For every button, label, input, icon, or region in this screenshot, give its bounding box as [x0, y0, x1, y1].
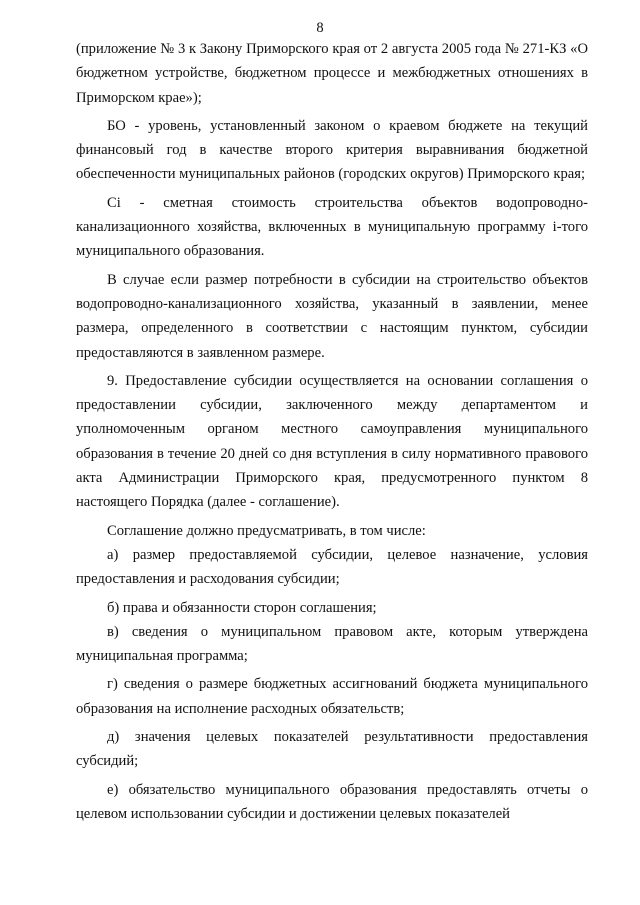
- list-item-a: а) размер предоставляемой субсидии, целевое назначение, условия предоставления и расходования субсидии;: [76, 546, 588, 588]
- document-body: [76, 37, 588, 830]
- list-item-e: е) обязательство муниципального образования предоставлять отчеты о целевом использовании субсидии и достижении целевых показателей: [76, 781, 588, 822]
- paragraph-bo-definition: БО - уровень, установленный законом о краевом бюджете на текущий финансовый год в качестве второго критерия выравнивания бюджетной обеспеченности муниципальных районов (городских округов) Приморского края;: [76, 117, 588, 183]
- paragraph-subsidy-size-case: В случае если размер потребности в субсидии на строительство объектов водопроводно-канализационного хозяйства, указанный в заявлении, менее размера, определенного в соответствии с настоящим пунктом, субсидии предоставляются в заявленном размере.: [76, 271, 588, 361]
- paragraph-ci-definition: Ci - сметная стоимость строительства объектов водопроводно-канализационного хозяйства, включенных в муниципальную программу i-того муниципального образования.: [76, 194, 588, 260]
- page-number: 8: [316, 20, 324, 36]
- list-item-g: г) сведения о размере бюджетных ассигнований бюджета муниципального образования на исполнение расходных обязательств;: [76, 676, 588, 717]
- list-item-d: д) значения целевых показателей результативности предоставления субсидий;: [76, 729, 588, 770]
- list-item-v: в) сведения о муниципальном правовом акте, которым утверждена муниципальная программа;: [76, 623, 588, 665]
- list-item-b: б) права и обязанности сторон соглашения;: [107, 599, 377, 616]
- paragraph-item-9: 9. Предоставление субсидии осуществляется на основании соглашения о предоставлении субсидии, заключенного между департаментом и уполномоченным органом местного самоуправления муниципального образования в течение 20 дней со дня вступления в силу нормативного правового акта Администрации Приморского края, предусмотренного пунктом 8 настоящего Порядка (далее - соглашение).: [76, 372, 588, 511]
- paragraph-agreement-intro: Соглашение должно предусматривать, в том числе:: [107, 522, 426, 539]
- paragraph-appendix-reference: (приложение № 3 к Закону Приморского края от 2 августа 2005 года № 271-КЗ «О бюджетном устройстве, бюджетном процессе и межбюджетных отношениях в Приморском крае»);: [76, 41, 588, 106]
